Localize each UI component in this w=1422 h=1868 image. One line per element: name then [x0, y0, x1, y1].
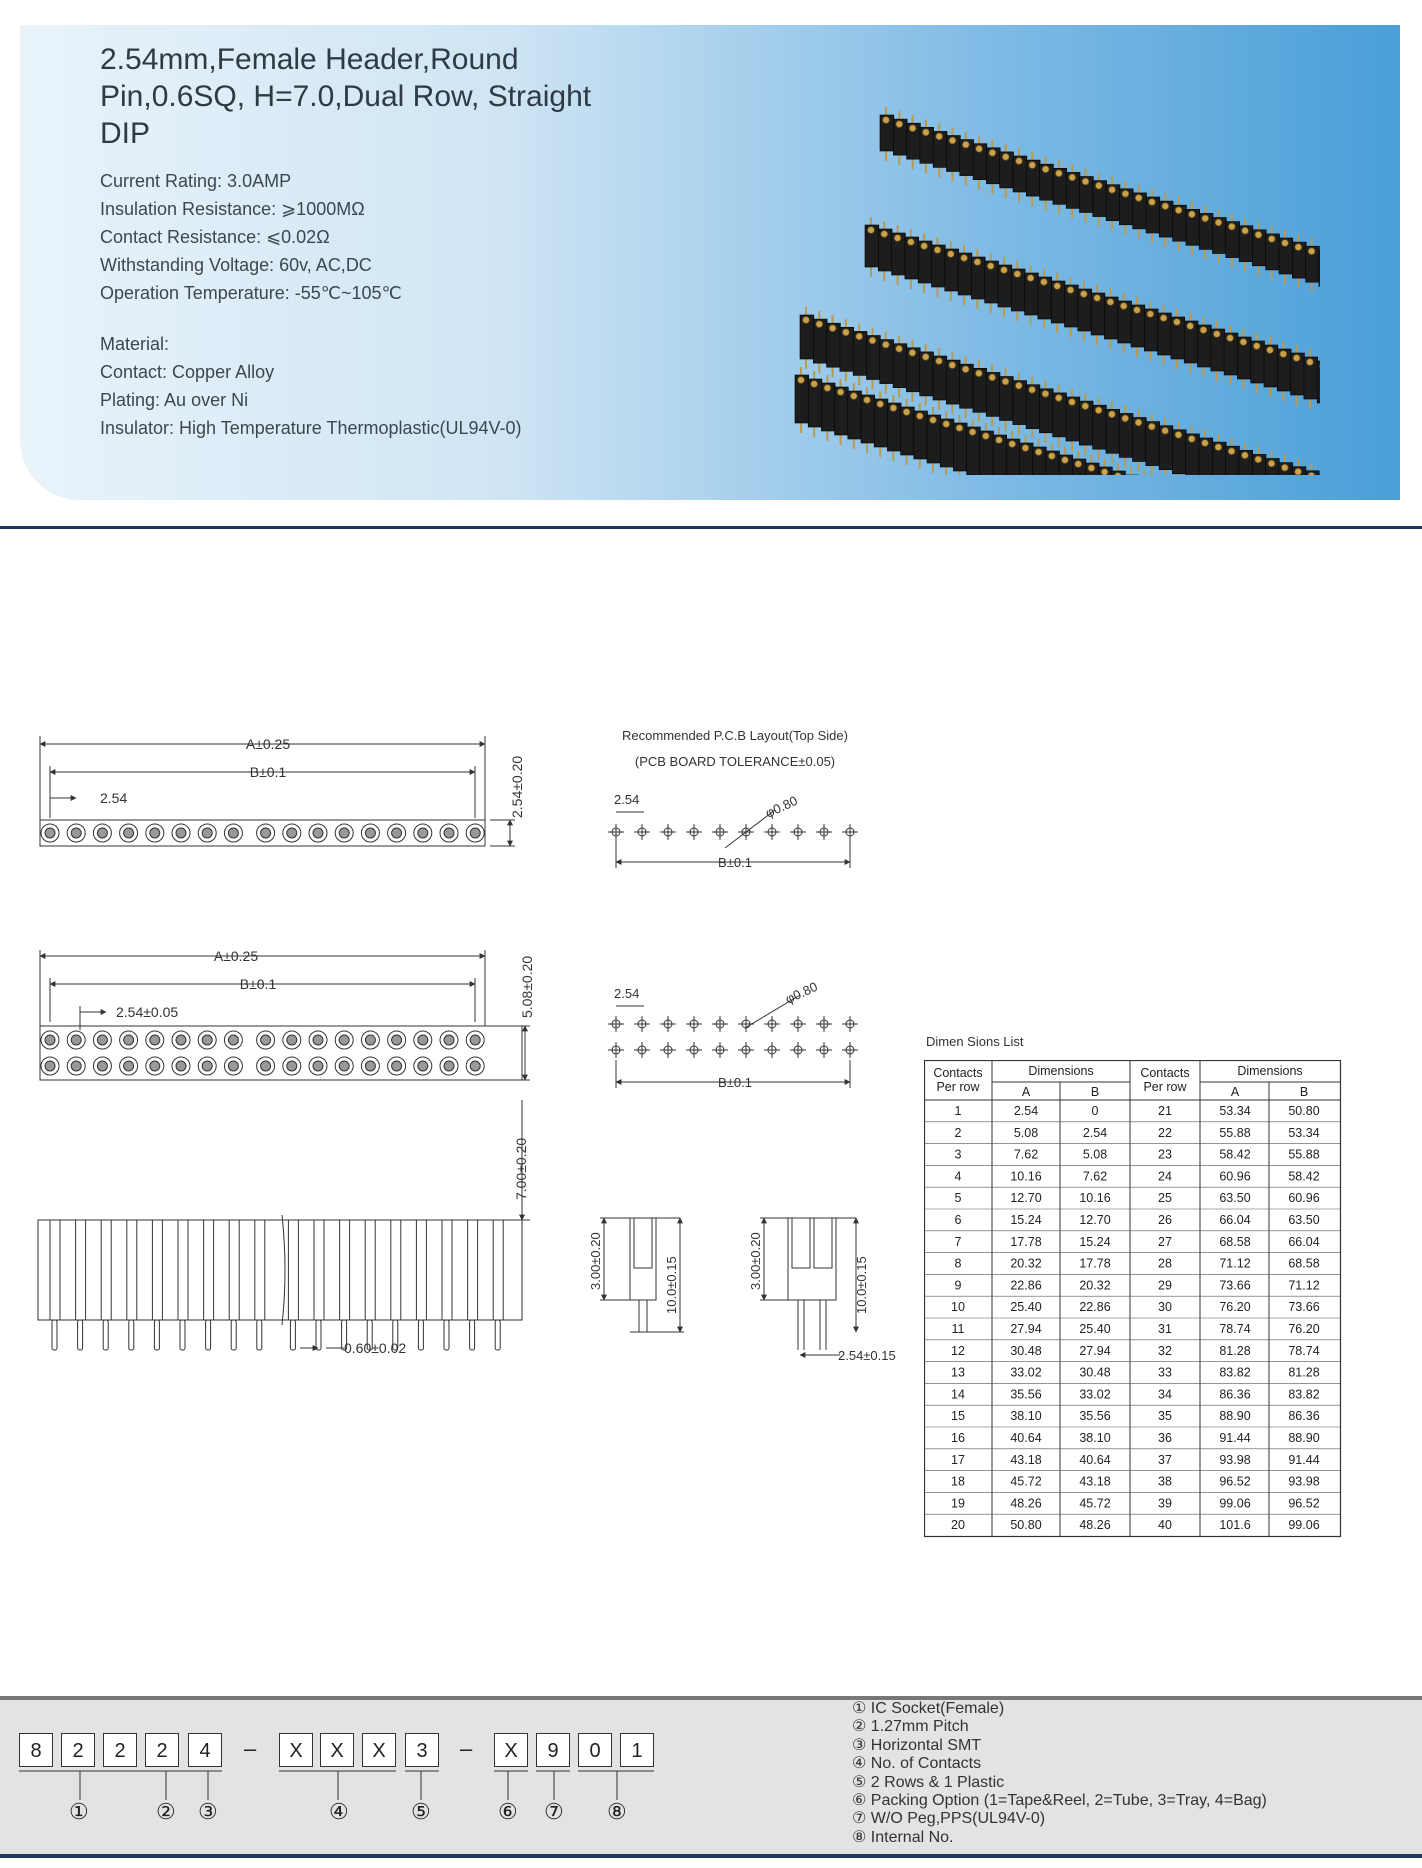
contact-hole-inner: [418, 1035, 428, 1045]
cell-dim-a: 58.42: [1219, 1147, 1251, 1162]
contact-hole-inner: [418, 828, 428, 838]
pin-leg: [180, 1320, 185, 1350]
side-profile-dual: [760, 1218, 856, 1355]
contact-hole-inner: [202, 1061, 212, 1071]
pitch-tol-label: 2.54±0.05: [116, 1004, 179, 1020]
part-number-char: 2: [145, 1733, 179, 1767]
cell-dim-a: 96.52: [1219, 1474, 1251, 1489]
part-number-marker: ④: [329, 1800, 349, 1825]
header-b: B: [1299, 1085, 1309, 1099]
legend-item: ④ No. of Contacts: [852, 1755, 982, 1773]
cell-dim-b: 83.82: [1288, 1387, 1320, 1402]
part-number-char: 4: [188, 1733, 222, 1767]
legend-item: ⑤ 2 Rows & 1 Plastic: [852, 1773, 1005, 1791]
contact-hole-inner: [287, 1061, 297, 1071]
contact-hole-inner: [150, 828, 160, 838]
cell-dim-a: 101.6: [1219, 1518, 1251, 1533]
header-strip: [800, 307, 1320, 475]
material-heading: Material:: [100, 334, 170, 354]
side-total-label: 10.0±0.15: [664, 1256, 679, 1314]
pin-leg: [231, 1320, 236, 1350]
dim-a-label: A±0.25: [245, 736, 291, 752]
side-pitch-label: 2.54±0.15: [838, 1348, 896, 1363]
cell-contacts: 20: [951, 1518, 965, 1533]
pcb-tolerance: (PCB BOARD TOLERANCE±0.05): [634, 754, 836, 769]
header-a: A: [1021, 1085, 1031, 1099]
contact-hole-inner: [261, 1061, 271, 1071]
cell-dim-b: 12.70: [1079, 1213, 1111, 1227]
cell-dim-a: 73.66: [1219, 1278, 1251, 1293]
side-view-body: [38, 1220, 522, 1320]
cell-dim-a: 68.58: [1219, 1234, 1251, 1249]
cell-dim-b: 33.02: [1079, 1387, 1111, 1402]
cell-dim-b: 48.26: [1079, 1518, 1111, 1533]
dim-b-label: B±0.1: [249, 764, 287, 780]
side-total-dual-label: 10.0±0.15: [854, 1256, 869, 1314]
cell-dim-b: 0: [1091, 1104, 1099, 1118]
part-number-char: 2: [61, 1733, 95, 1767]
cell-contacts: 6: [954, 1213, 962, 1227]
cell-contacts: 28: [1158, 1256, 1172, 1271]
cell-dim-b: 27.94: [1079, 1343, 1111, 1358]
part-number-marker: ⑥: [498, 1800, 518, 1825]
part-number-marker: ⑤: [411, 1800, 431, 1825]
cell-contacts: 9: [954, 1278, 962, 1293]
pin-leg: [206, 1320, 211, 1350]
cell-dim-a: 53.34: [1219, 1104, 1251, 1118]
cell-dim-a: 93.98: [1219, 1452, 1251, 1467]
contact-hole-inner: [176, 1035, 186, 1045]
contact-hole-inner: [124, 828, 134, 838]
header-dimensions: Dimensions: [1028, 1064, 1094, 1078]
contact-hole-inner: [176, 828, 186, 838]
cell-dim-a: 60.96: [1219, 1169, 1251, 1184]
spec-contact-resistance: Contact Resistance: ⩽0.02Ω: [100, 227, 330, 247]
legend-item: ③ Horizontal SMT: [852, 1736, 982, 1754]
cell-contacts: 2: [954, 1125, 962, 1140]
cell-contacts: 23: [1158, 1147, 1172, 1162]
cell-dim-b: 45.72: [1079, 1496, 1111, 1511]
cell-dim-a: 12.70: [1010, 1191, 1042, 1206]
contact-hole-inner: [444, 1061, 454, 1071]
contact-hole-inner: [365, 828, 375, 838]
cell-contacts: 34: [1158, 1387, 1172, 1402]
contact-hole-inner: [313, 1061, 323, 1071]
contact-hole-inner: [97, 1035, 107, 1045]
cell-dim-a: 55.88: [1219, 1125, 1251, 1140]
pin-leg: [154, 1320, 159, 1350]
cell-dim-b: 5.08: [1082, 1147, 1108, 1162]
cell-contacts: 31: [1158, 1322, 1172, 1336]
cell-dim-b: 38.10: [1079, 1431, 1111, 1445]
cell-dim-a: 88.90: [1219, 1409, 1251, 1424]
contact-hole-inner: [150, 1061, 160, 1071]
contact-hole-inner: [339, 828, 349, 838]
part-number-legend: [852, 1700, 1267, 1847]
contact-hole-inner: [202, 828, 212, 838]
cell-contacts: 8: [954, 1256, 962, 1271]
header-b: B: [1090, 1085, 1100, 1099]
part-number-char: X: [362, 1733, 396, 1767]
cell-contacts: 1: [954, 1104, 962, 1118]
cell-contacts: 4: [954, 1169, 962, 1184]
contact-hole-inner: [261, 1035, 271, 1045]
cell-dim-b: 10.16: [1079, 1191, 1111, 1206]
cell-contacts: 12: [951, 1343, 965, 1358]
dual-row-body: [40, 1026, 522, 1080]
cell-dim-a: 63.50: [1219, 1191, 1251, 1206]
contact-hole-inner: [470, 1035, 480, 1045]
contact-hole-inner: [45, 828, 55, 838]
contact-hole-inner: [392, 1061, 402, 1071]
part-number-marker: ⑦: [544, 1800, 564, 1825]
cell-dim-a: 2.54: [1013, 1104, 1039, 1118]
side-height-dual-label: 3.00±0.20: [748, 1232, 763, 1290]
cell-dim-b: 40.64: [1079, 1452, 1111, 1467]
cell-dim-b: 63.50: [1288, 1213, 1320, 1227]
cell-dim-a: 66.04: [1219, 1213, 1251, 1227]
cell-contacts: 13: [951, 1365, 965, 1380]
cell-dim-b: 17.78: [1079, 1256, 1111, 1271]
header-contacts: Contacts: [1140, 1066, 1190, 1080]
contact-hole-inner: [45, 1035, 55, 1045]
legend-item: ② 1.27mm Pitch: [852, 1718, 969, 1736]
cell-dim-b: 2.54: [1082, 1125, 1108, 1140]
cell-contacts: 25: [1158, 1191, 1172, 1206]
cell-dim-b: 99.06: [1288, 1518, 1320, 1533]
cell-contacts: 26: [1158, 1213, 1172, 1227]
contact-hole-inner: [176, 1061, 186, 1071]
dimensions-caption: Dimen Sions List: [926, 1034, 1024, 1049]
contact-hole-inner: [97, 1061, 107, 1071]
cell-contacts: 40: [1158, 1518, 1172, 1533]
legend-item: ⑥ Packing Option (1=Tape&Reel, 2=Tube, 3=Tray, 4=Bag): [852, 1792, 1267, 1810]
cell-dim-a: 7.62: [1013, 1147, 1039, 1162]
cell-dim-b: 15.24: [1079, 1234, 1111, 1249]
spec-current-rating: Current Rating: 3.0AMP: [100, 171, 292, 191]
top-divider: [0, 526, 1422, 529]
pin-leg: [418, 1320, 423, 1350]
dim-b2-label: B±0.1: [239, 976, 277, 992]
dim-a2-label: A±0.25: [213, 948, 259, 964]
height-side-label: 7.00±0.20: [513, 1137, 529, 1200]
cell-dim-b: 93.98: [1288, 1474, 1320, 1489]
cell-dim-a: 30.48: [1010, 1343, 1042, 1358]
cell-dim-a: 38.10: [1010, 1409, 1042, 1424]
pcb-dual-hole-label: φ0.80: [782, 978, 820, 1007]
part-number-marker: ①: [69, 1800, 89, 1825]
contact-hole-inner: [45, 1061, 55, 1071]
cell-contacts: 27: [1158, 1234, 1172, 1249]
cell-dim-b: 25.40: [1079, 1322, 1111, 1336]
cell-dim-b: 81.28: [1288, 1365, 1320, 1380]
spec-operation-temperature: Operation Temperature: -55℃~105℃: [100, 283, 402, 303]
cell-contacts: 15: [951, 1409, 965, 1424]
cell-contacts: 5: [954, 1191, 962, 1206]
cell-dim-b: 60.96: [1288, 1191, 1320, 1206]
cell-dim-a: 25.40: [1010, 1300, 1042, 1315]
contact-hole-inner: [392, 1035, 402, 1045]
spec-insulation-resistance: Insulation Resistance: ⩾1000MΩ: [100, 199, 365, 219]
part-number-dash: –: [460, 1736, 473, 1761]
cell-contacts: 29: [1158, 1278, 1172, 1293]
contact-hole-inner: [365, 1061, 375, 1071]
header-contacts: Per row: [936, 1080, 980, 1094]
pcb-b-label: B±0.1: [718, 855, 752, 870]
contact-hole-inner: [444, 1035, 454, 1045]
pcb-title: Recommended P.C.B Layout(Top Side): [622, 728, 848, 743]
cell-dim-b: 7.62: [1082, 1169, 1108, 1184]
part-number-char: X: [320, 1733, 354, 1767]
pitch-label: 2.54: [100, 790, 128, 806]
side-height-label: 3.00±0.20: [588, 1232, 603, 1290]
contact-hole-inner: [313, 828, 323, 838]
cell-contacts: 17: [951, 1452, 965, 1467]
cell-dim-a: 43.18: [1010, 1452, 1042, 1467]
contact-hole-inner: [228, 1035, 238, 1045]
pin-leg: [316, 1320, 321, 1350]
contact-hole-inner: [418, 1061, 428, 1071]
cell-dim-a: 50.80: [1010, 1518, 1042, 1533]
legend-item: ⑦ W/O Peg,PPS(UL94V-0): [852, 1810, 1046, 1828]
contact-hole-inner: [71, 1061, 81, 1071]
cell-dim-b: 20.32: [1079, 1278, 1111, 1293]
cell-dim-b: 58.42: [1288, 1169, 1320, 1184]
pin-leg: [290, 1320, 295, 1350]
contact-hole-inner: [444, 828, 454, 838]
cell-contacts: 18: [951, 1474, 965, 1489]
cell-contacts: 10: [951, 1300, 965, 1315]
cell-contacts: 7: [954, 1234, 962, 1249]
part-number-char: 8: [19, 1733, 53, 1767]
cell-contacts: 11: [951, 1322, 965, 1336]
contact-hole-inner: [339, 1061, 349, 1071]
legend-item: ⑧ Internal No.: [852, 1828, 954, 1846]
material-plating: Plating: Au over Ni: [100, 390, 249, 410]
cell-contacts: 36: [1158, 1431, 1172, 1445]
cell-dim-b: 30.48: [1079, 1365, 1111, 1380]
contact-hole-inner: [261, 828, 271, 838]
cell-contacts: 38: [1158, 1474, 1172, 1489]
spec-withstanding-voltage: Withstanding Voltage: 60v, AC,DC: [100, 255, 372, 275]
pcb-hole-label: φ0.80: [762, 792, 800, 821]
part-number-char: 1: [620, 1733, 654, 1767]
cell-contacts: 14: [951, 1387, 965, 1402]
part-number-char: 2: [103, 1733, 137, 1767]
cell-dim-a: 27.94: [1010, 1322, 1042, 1336]
cell-contacts: 22: [1158, 1125, 1172, 1140]
part-number-leaders: [0, 1770, 680, 1810]
bottom-border: [0, 1854, 1422, 1858]
height-dual-label: 5.08±0.20: [519, 955, 535, 1018]
contact-hole-inner: [287, 1035, 297, 1045]
cell-dim-b: 66.04: [1288, 1234, 1320, 1249]
contact-hole-inner: [470, 828, 480, 838]
contact-hole-inner: [71, 828, 81, 838]
dimensions-table: [924, 1060, 1344, 1542]
contact-hole-inner: [228, 828, 238, 838]
cell-dim-a: 48.26: [1010, 1496, 1042, 1511]
cell-contacts: 32: [1158, 1343, 1172, 1358]
cell-dim-a: 76.20: [1219, 1300, 1251, 1315]
hero-banner: [20, 25, 1400, 500]
cell-dim-a: 10.16: [1010, 1169, 1042, 1184]
cell-dim-a: 86.36: [1219, 1387, 1251, 1402]
cell-dim-b: 88.90: [1288, 1431, 1320, 1445]
cell-dim-a: 20.32: [1010, 1256, 1042, 1271]
contact-hole-inner: [365, 1035, 375, 1045]
contact-hole-inner: [339, 1035, 349, 1045]
pin-leg: [52, 1320, 57, 1350]
pin-leg: [103, 1320, 108, 1350]
pcb-dual-pitch-label: 2.54: [614, 986, 640, 1001]
cell-dim-a: 45.72: [1010, 1474, 1042, 1489]
cell-dim-b: 73.66: [1288, 1300, 1320, 1315]
cell-dim-b: 76.20: [1288, 1322, 1320, 1336]
header-dimensions: Dimensions: [1237, 1064, 1303, 1078]
cell-dim-b: 78.74: [1288, 1343, 1320, 1358]
cell-dim-b: 91.44: [1288, 1452, 1320, 1467]
header-a: A: [1230, 1085, 1240, 1099]
pin-leg: [129, 1320, 134, 1350]
legend-item: ① IC Socket(Female): [852, 1700, 1005, 1717]
cell-dim-a: 15.24: [1010, 1213, 1042, 1227]
cell-contacts: 21: [1158, 1104, 1172, 1118]
part-number-char: 3: [405, 1733, 439, 1767]
pcb-pitch-label: 2.54: [614, 792, 640, 807]
cell-dim-b: 55.88: [1288, 1147, 1320, 1162]
cell-dim-a: 99.06: [1219, 1496, 1251, 1511]
cell-contacts: 35: [1158, 1409, 1172, 1424]
cell-contacts: 30: [1158, 1300, 1172, 1315]
cell-dim-b: 22.86: [1079, 1300, 1111, 1315]
contact-hole-inner: [71, 1035, 81, 1045]
pin-width-label: 0.60±0.02: [344, 1340, 407, 1356]
contact-hole-inner: [150, 1035, 160, 1045]
cell-dim-b: 96.52: [1288, 1496, 1320, 1511]
part-number-char: 9: [536, 1733, 570, 1767]
cell-dim-a: 78.74: [1219, 1322, 1251, 1336]
cell-dim-b: 53.34: [1288, 1125, 1320, 1140]
cell-contacts: 39: [1158, 1496, 1172, 1511]
part-number-char: X: [494, 1733, 528, 1767]
cell-dim-b: 35.56: [1079, 1409, 1111, 1424]
pin-leg: [444, 1320, 449, 1350]
part-number-marker: ⑧: [607, 1800, 627, 1825]
cell-dim-a: 40.64: [1010, 1431, 1042, 1445]
cell-dim-a: 22.86: [1010, 1278, 1042, 1293]
contact-hole-inner: [97, 828, 107, 838]
cell-dim-a: 91.44: [1219, 1431, 1251, 1445]
pin-leg: [495, 1320, 500, 1350]
cell-dim-a: 71.12: [1219, 1256, 1251, 1271]
cell-dim-b: 68.58: [1288, 1256, 1320, 1271]
product-photo: [740, 75, 1320, 475]
cell-contacts: 3: [954, 1147, 962, 1162]
pin-leg: [257, 1320, 262, 1350]
header-contacts: Per row: [1143, 1080, 1187, 1094]
cell-dim-a: 83.82: [1219, 1365, 1251, 1380]
contact-hole-inner: [470, 1061, 480, 1071]
cell-dim-b: 71.12: [1288, 1278, 1320, 1293]
height-single-label: 2.54±0.20: [509, 755, 525, 818]
pin-leg: [78, 1320, 83, 1350]
product-title: 2.54mm,Female Header,Round Pin,0.6SQ, H=7.0,Dual Row, Straight DIP: [100, 43, 592, 150]
part-number-char: X: [279, 1733, 313, 1767]
part-number-marker: ②: [156, 1800, 176, 1825]
cell-contacts: 24: [1158, 1169, 1172, 1184]
contact-hole-inner: [228, 1061, 238, 1071]
part-number-char: 0: [578, 1733, 612, 1767]
cell-contacts: 37: [1158, 1452, 1172, 1467]
pcb-dual-b-label: B±0.1: [718, 1075, 752, 1090]
material-contact: Contact: Copper Alloy: [100, 362, 275, 382]
header-contacts: Contacts: [933, 1066, 983, 1080]
contact-hole-inner: [124, 1061, 134, 1071]
part-number-marker: ③: [198, 1800, 218, 1825]
cell-dim-b: 86.36: [1288, 1409, 1320, 1424]
contact-hole-inner: [287, 828, 297, 838]
cell-contacts: 16: [951, 1431, 965, 1445]
cell-dim-a: 5.08: [1013, 1125, 1039, 1140]
contact-hole-inner: [313, 1035, 323, 1045]
contact-hole-inner: [202, 1035, 212, 1045]
cell-contacts: 19: [951, 1496, 965, 1511]
cell-dim-a: 81.28: [1219, 1343, 1251, 1358]
technical-drawing: [0, 700, 920, 1380]
cell-dim-a: 35.56: [1010, 1387, 1042, 1402]
cell-dim-b: 50.80: [1288, 1104, 1320, 1118]
cell-dim-b: 43.18: [1079, 1474, 1111, 1489]
cell-contacts: 33: [1158, 1365, 1172, 1380]
pin-leg: [470, 1320, 475, 1350]
part-number-dash: –: [244, 1736, 257, 1761]
cell-dim-a: 17.78: [1010, 1234, 1042, 1249]
contact-hole-inner: [124, 1035, 134, 1045]
break-mark: [282, 1215, 285, 1325]
contact-hole-inner: [392, 828, 402, 838]
material-insulator: Insulator: High Temperature Thermoplastic(UL94V-0): [100, 418, 522, 438]
cell-dim-a: 33.02: [1010, 1365, 1042, 1380]
